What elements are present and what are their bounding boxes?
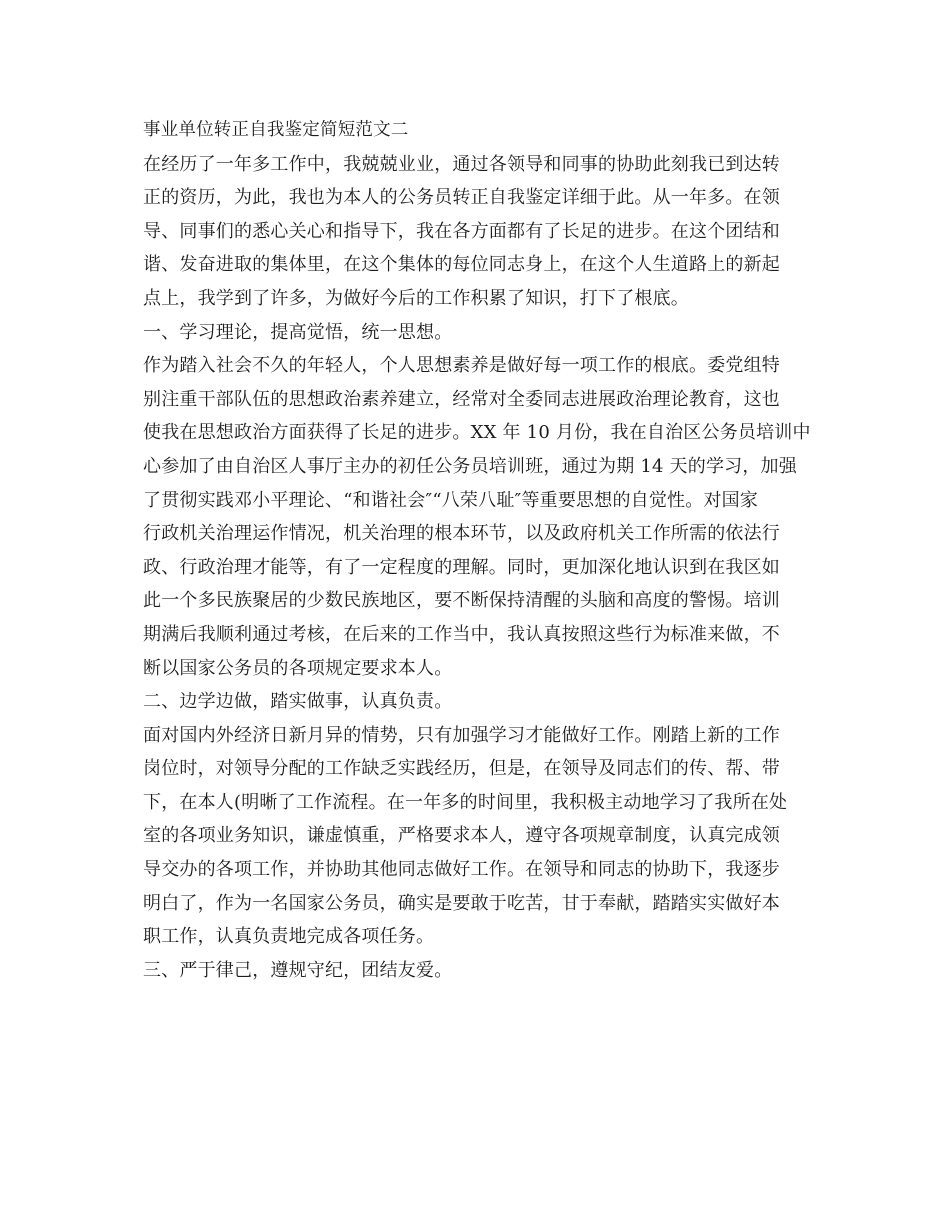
paragraph-section-1: [143, 349, 809, 685]
text-line: 谐、发奋进取的集体里，在这个集体的每位同志身上，在这个人生道路上的新起: [143, 254, 780, 276]
paragraph-intro: [143, 148, 809, 316]
text-line: 导交办的各项工作，并协助其他同志做好工作。在领导和同志的协助下，我逐步: [143, 859, 780, 881]
text-line: 岗位时，对领导分配的工作缺乏实践经历，但是，在领导及同志们的传、帮、带: [143, 758, 780, 780]
text-line: 二、边学边做，踏实做事，认真负责。: [143, 691, 453, 713]
text-line: 导、同事们的悉心关心和指导下，我在各方面都有了长足的进步。在这个团结和: [143, 220, 780, 242]
text-line: 使我在思想政治方面获得了长足的进步。XX 年 10 月份，我在自治区公务员培训中: [143, 422, 811, 444]
text-line: 行政机关治理运作情况，机关治理的根本环节，以及政府机关工作所需的依法行: [143, 523, 780, 545]
text-line: 心参加了由自治区人事厅主办的初任公务员培训班，通过为期 14 天的学习，加强: [143, 455, 797, 477]
text-line: 断以国家公务员的各项规定要求本人。: [143, 657, 453, 679]
text-line: 正的资历，为此，我也为本人的公务员转正自我鉴定详细于此。从一年多。在领: [143, 187, 780, 209]
text-line: 点上，我学到了许多，为做好今后的工作积累了知识，打下了根底。: [143, 287, 689, 309]
text-line: 职工作，认真负责地完成各项任务。: [143, 926, 435, 948]
text-line: 别注重干部队伍的思想政治素养建立，经常对全委同志进展政治理论教育，这也: [143, 388, 780, 410]
document-page: [143, 114, 809, 987]
text-line: 明白了，作为一名国家公务员，确实是要敢于吃苦，甘于奉献，踏踏实实做好本: [143, 892, 780, 914]
text-line: 面对国内外经济日新月异的情势，只有加强学习才能做好工作。刚踏上新的工作: [143, 724, 780, 746]
text-line: 在经历了一年多工作中，我兢兢业业，通过各领导和同事的协助此刻我已到达转: [143, 153, 780, 175]
text-line: 一、学习理论，提高觉悟，统一思想。: [143, 321, 453, 343]
document-title: 事业单位转正自我鉴定简短范文二: [143, 120, 409, 140]
text-line: 了贯彻实践邓小平理论、“和谐社会″“八荣八耻″等重要思想的自觉性。对国家: [143, 489, 759, 511]
text-line: 作为踏入社会不久的年轻人，个人思想素养是做好每一项工作的根底。委党组特: [143, 355, 780, 377]
section-heading-3: [143, 954, 809, 988]
text-line: 政、行政治理才能等，有了一定程度的理解。同时，更加深化地认识到在我区如: [143, 556, 780, 578]
text-line: 三、严于律己，遵规守纪，团结友爱。: [143, 959, 453, 981]
section-heading-2: [143, 685, 809, 719]
section-heading-1: [143, 316, 809, 350]
paragraph-section-2: [143, 719, 809, 954]
text-line: 室的各项业务知识，谦虚慎重，严格要求本人，遵守各项规章制度，认真完成领: [143, 825, 780, 847]
text-line: 期满后我顺利通过考核，在后来的工作当中，我认真按照这些行为标准来做，不: [143, 623, 780, 645]
text-line: 下，在本人(明晰了工作流程。在一年多的时间里，我积极主动地学习了我所在处: [143, 791, 788, 813]
text-line: 此一个多民族聚居的少数民族地区，要不断保持清醒的头脑和高度的警惕。培训: [143, 590, 780, 612]
